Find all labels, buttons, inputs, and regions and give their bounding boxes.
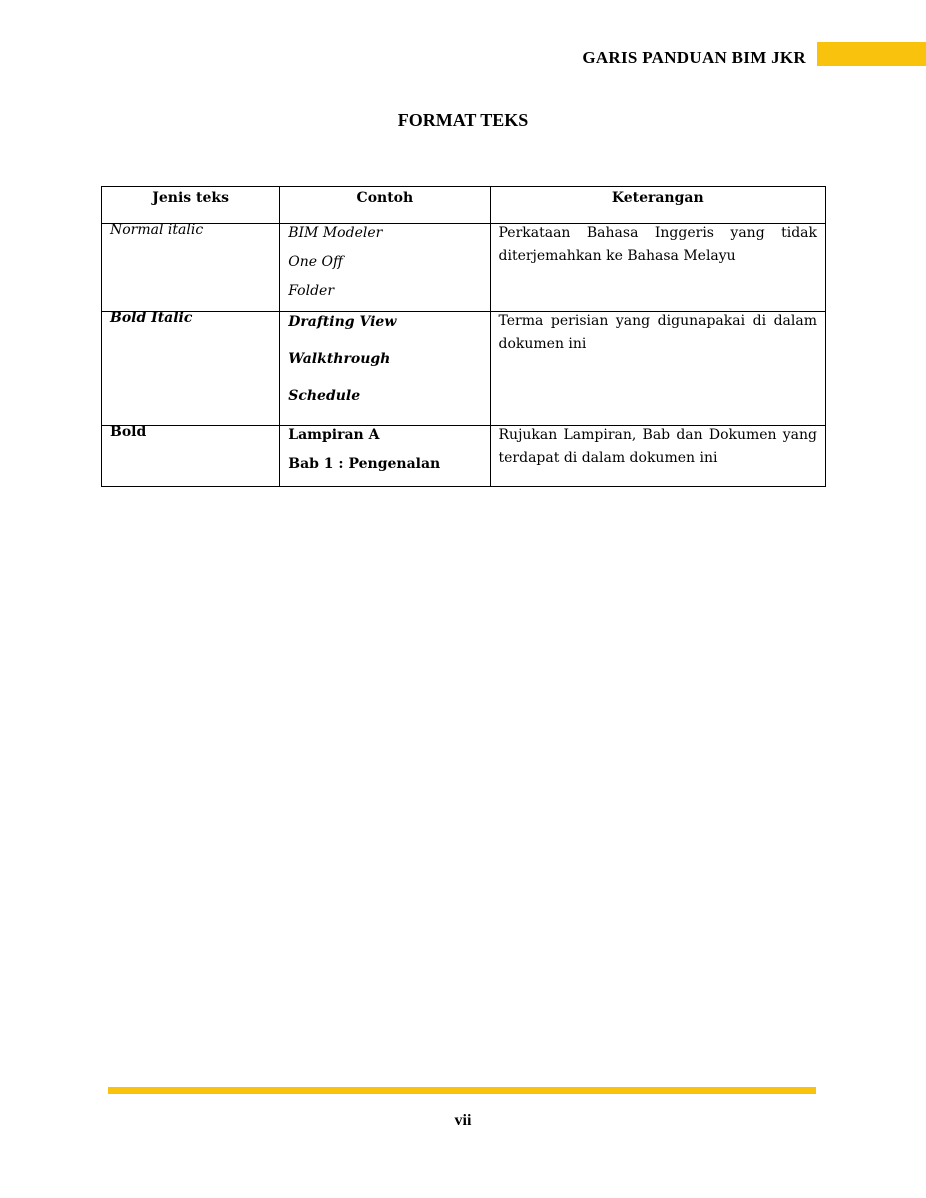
description-text: Rujukan Lampiran, Bab dan Dokumen yang terdapat di dalam dokumen ini	[498, 427, 817, 466]
example-text: Schedule	[288, 388, 361, 404]
example-text: One Off	[288, 254, 343, 270]
description-cell	[490, 426, 825, 487]
header-accent-bar	[817, 42, 926, 66]
type-cell	[102, 224, 280, 312]
description-text: Perkataan Bahasa Inggeris yang tidak diterjemahkan ke Bahasa Melayu	[498, 225, 817, 264]
text-format-table	[101, 186, 826, 487]
page-title: FORMAT TEKS	[397, 110, 529, 130]
type-label: Normal italic	[110, 222, 204, 238]
column-header-example: Contoh	[280, 187, 490, 224]
example-text: BIM Modeler	[288, 225, 383, 241]
table-row	[102, 224, 826, 312]
type-label: Bold	[110, 424, 147, 440]
header-title: GARIS PANDUAN BIM JKR	[582, 48, 806, 67]
type-label: Bold Italic	[110, 310, 193, 326]
table-row	[102, 312, 826, 426]
table-header-row	[102, 187, 826, 224]
example-text: Walkthrough	[288, 351, 391, 367]
column-header-type: Jenis teks	[102, 187, 280, 224]
example-text: Lampiran A	[288, 427, 380, 443]
example-text: Drafting View	[288, 314, 397, 330]
type-cell	[102, 426, 280, 487]
table-row	[102, 426, 826, 487]
description-cell	[490, 224, 825, 312]
description-text: Terma perisian yang digunapakai di dalam dokumen ini	[498, 313, 817, 352]
page-number: vii	[454, 1112, 472, 1129]
description-cell	[490, 312, 825, 426]
example-text: Bab 1 : Pengenalan	[288, 456, 441, 472]
example-cell	[280, 224, 490, 312]
column-header-description: Keterangan	[490, 187, 825, 224]
type-cell	[102, 312, 280, 426]
example-cell	[280, 426, 490, 487]
example-cell	[280, 312, 490, 426]
example-text: Folder	[288, 283, 335, 299]
footer-accent-bar	[108, 1087, 816, 1094]
